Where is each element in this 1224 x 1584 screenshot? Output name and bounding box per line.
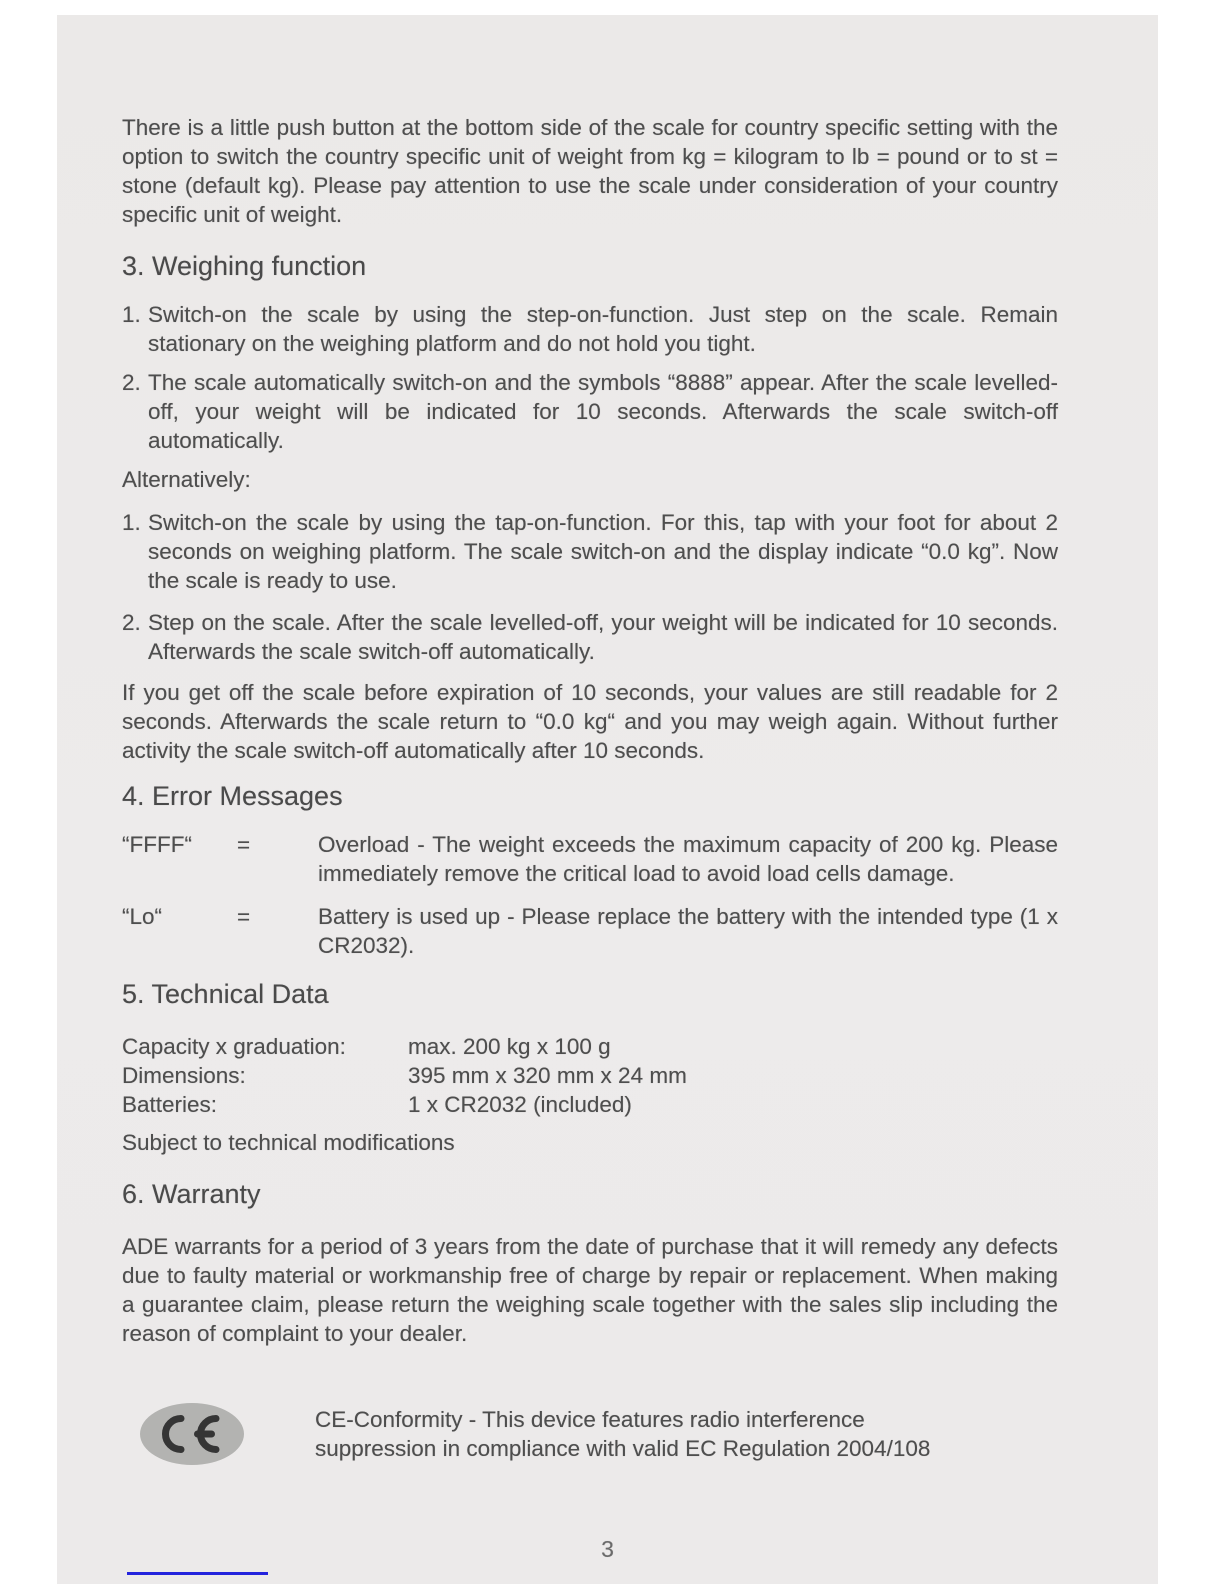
- list-item-text: Switch-on the scale by using the step-on-function. Just step on the scale. Remain stationary on the weighing platform and do not hold you tight.: [148, 302, 1058, 356]
- error-description: Battery is used up - Please replace the battery with the intended type (1 x CR2032).: [318, 904, 1058, 958]
- technical-label: Dimensions:: [122, 1063, 246, 1088]
- list-item: [122, 608, 1058, 666]
- page-number: 3: [601, 1536, 614, 1562]
- error-row: [122, 902, 1058, 960]
- section-heading-errors: 4. Error Messages: [122, 781, 343, 811]
- technical-value: max. 200 kg x 100 g: [408, 1034, 611, 1059]
- error-code: “FFFF“: [122, 832, 192, 857]
- section-heading-warranty: 6. Warranty: [122, 1179, 261, 1209]
- list-item-text: The scale automatically switch-on and the symbols “8888” appear. After the scale levelled-off, your weight will be indicated for 10 seconds. Afterwards the scale switch-off automatically.: [148, 370, 1058, 453]
- equals-sign: =: [237, 904, 251, 929]
- technical-row: [122, 1032, 1058, 1061]
- list-item: [122, 300, 1058, 358]
- list-item-text: Step on the scale. After the scale levelled-off, your weight will be indicated for 10 seconds. Afterwards the scale switch-off automatically.: [148, 610, 1058, 664]
- ce-mark-icon: [140, 1403, 245, 1465]
- technical-row: [122, 1090, 1058, 1119]
- technical-value: 395 mm x 320 mm x 24 mm: [408, 1063, 687, 1088]
- page-content: [122, 15, 1058, 1465]
- technical-label: Capacity x graduation:: [122, 1034, 346, 1059]
- technical-label: Batteries:: [122, 1092, 218, 1117]
- alternatively-label: Alternatively:: [122, 467, 251, 492]
- technical-row: [122, 1061, 1058, 1090]
- technical-value: 1 x CR2032 (included): [408, 1092, 632, 1117]
- technical-note: Subject to technical modifications: [122, 1130, 455, 1155]
- list-item-text: Switch-on the scale by using the tap-on-function. For this, tap with your foot for about 2 seconds on weighing platform. The scale switch-on and the display indicate “0.0 kg”. Now the scale is ready to use.: [148, 510, 1058, 593]
- list-item: [122, 368, 1058, 455]
- ce-text-line: CE-Conformity - This device features radio interference: [315, 1407, 865, 1432]
- list-item: [122, 508, 1058, 595]
- list-number: 1.: [122, 302, 141, 327]
- paper-sheet: [57, 15, 1158, 1584]
- technical-data-table: [122, 1032, 1058, 1119]
- weighing-note-paragraph: If you get off the scale before expiration of 10 seconds, your values are still readable for 2 seconds. Afterwards the scale return to “0.0 kg“ and you may weigh again. Without further activity the scale switch-off automatically after 10 seconds.: [122, 680, 1058, 763]
- warranty-paragraph: ADE warrants for a period of 3 years from the date of purchase that it will remedy any defects due to faulty material or workmanship free of charge by repair or replacement. When making a guarantee claim, please return the weighing scale together with the sales slip including the reason of complaint to your dealer.: [122, 1234, 1058, 1346]
- error-description: Overload - The weight exceeds the maximum capacity of 200 kg. Please immediately remove the critical load to avoid load cells damage.: [318, 832, 1058, 886]
- list-number: 2.: [122, 370, 141, 395]
- section-heading-weighing: 3. Weighing function: [122, 251, 367, 281]
- list-number: 1.: [122, 510, 141, 535]
- ce-text-line: suppression in compliance with valid EC Regulation 2004/108: [315, 1436, 931, 1461]
- ce-conformity-block: [122, 1403, 1058, 1465]
- equals-sign: =: [237, 832, 251, 857]
- section-heading-technical: 5. Technical Data: [122, 979, 329, 1009]
- list-number: 2.: [122, 610, 141, 635]
- link-underline-artifact: [127, 1572, 268, 1575]
- error-row: [122, 830, 1058, 888]
- intro-paragraph: There is a little push button at the bottom side of the scale for country specific setting with the option to switch the country specific unit of weight from kg = kilogram to lb = pound or to st = stone (default kg). Please pay attention to use the scale under consideration of your country specific unit of weight.: [122, 115, 1058, 227]
- error-code: “Lo“: [122, 904, 163, 929]
- ce-conformity-text: [315, 1405, 930, 1463]
